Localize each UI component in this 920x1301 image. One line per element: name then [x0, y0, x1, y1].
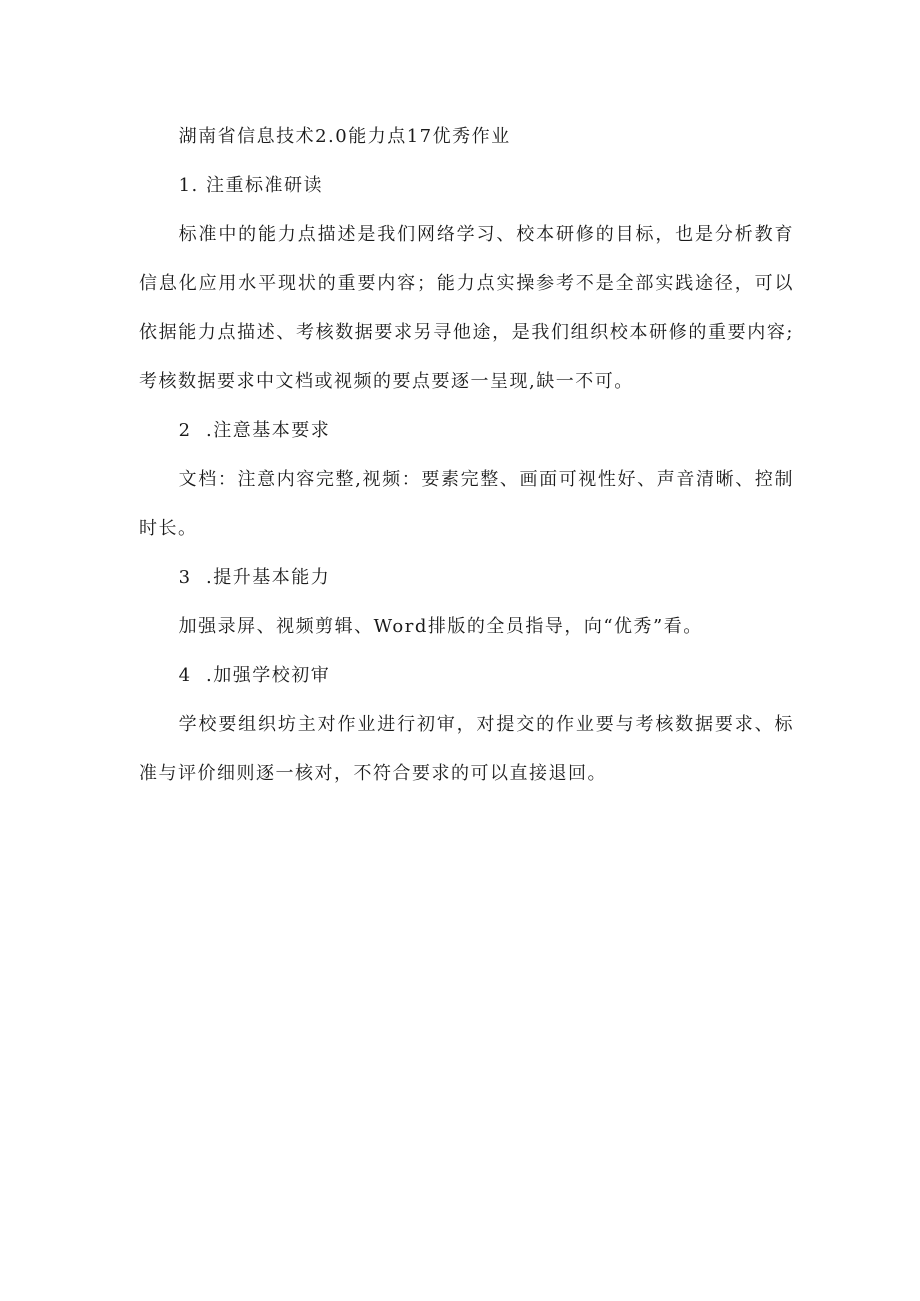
section-heading-3: 3 .提升基本能力	[178, 567, 331, 588]
section-body-3: 加强录屏、视频剪辑、Word排版的全员指导，向“优秀”看。	[178, 616, 703, 637]
section-body-4: 学校要组织坊主对作业进行初审，对提交的作业要与考核数据要求、标准与评价细则逐一核对，不符合要求的可以直接退回。	[139, 714, 794, 784]
section-heading-1: 1. 注重标准研读	[178, 175, 323, 196]
document-title: 湖南省信息技术2.0能力点17优秀作业	[178, 126, 511, 147]
section-body-2: 文档：注意内容完整,视频：要素完整、画面可视性好、声音清晰、控制时长。	[139, 469, 794, 539]
section-heading-2: 2 .注意基本要求	[178, 420, 331, 441]
section-body-1: 标准中的能力点描述是我们网络学习、校本研修的目标，也是分析教育信息化应用水平现状的重要内容；能力点实操参考不是全部实践途径，可以依据能力点描述、考核数据要求另寻他途，是我们组织校本研修的重要内容;考核数据要求中文档或视频的要点要逐一呈现,缺一不可。	[139, 224, 794, 392]
document-body	[139, 112, 794, 798]
section-heading-4: 4 .加强学校初审	[178, 665, 331, 686]
